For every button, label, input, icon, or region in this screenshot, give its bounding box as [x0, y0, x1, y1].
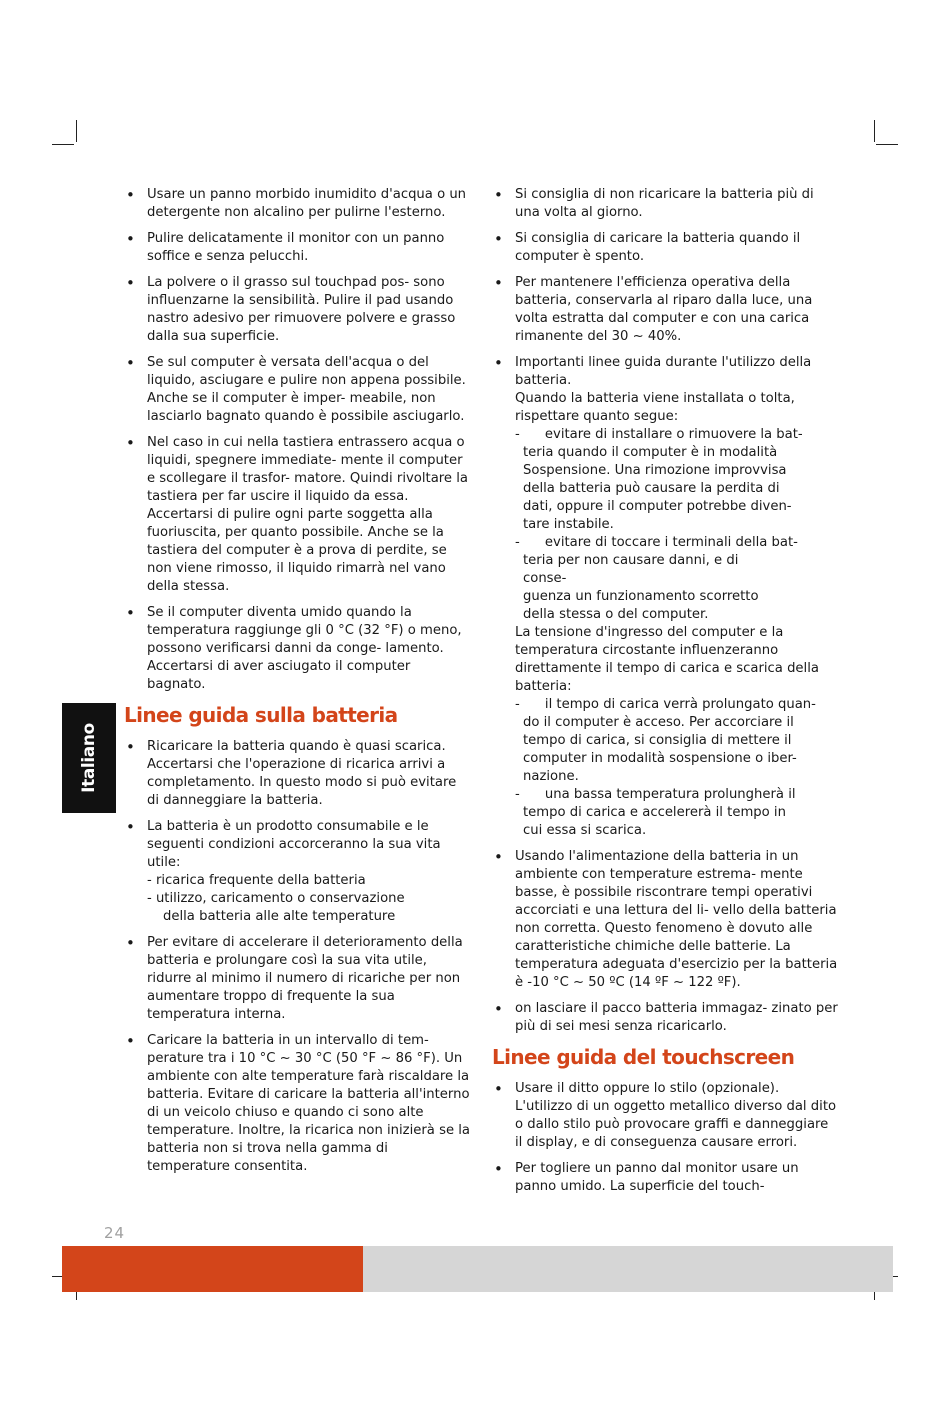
left-column — [126, 186, 470, 1184]
crop-mark — [874, 120, 875, 142]
list-item-text: Se sul computer è versata dell'acqua o del liquido, asciugare e pulire non appena possibile. Anche se il computer è imper- meabile, non lasciarlo bagnato quando è possibile asciugarlo. — [147, 355, 466, 424]
sub-item: conse- — [523, 571, 567, 586]
list-item-text: Usare il ditto oppure lo stilo (opzionale). L'utilizzo di un oggetto metallico diverso dal dito o dallo stilo può provocare graffi e danneggiare il display, e di conseguenza causare errori. — [515, 1081, 837, 1150]
list-item-text: Si consiglia di non ricaricare la batteria più di una volta al giorno. — [515, 187, 814, 220]
list-item — [126, 604, 470, 694]
footer-grey-bar — [363, 1246, 893, 1292]
sub-item: teria per non causare danni, e di — [523, 553, 739, 568]
sub-item: teria quando il computer è in modalità — [523, 445, 778, 460]
crop-mark — [52, 144, 74, 145]
care-list — [126, 186, 470, 694]
list-item — [494, 1000, 838, 1036]
list-item-text: Usando l'alimentazione della batteria in un ambiente con temperature estrema- mente basse, è possibile riscontrare tempi operativi accorciati e una lettura del li- vello della batteria non corretta. Questo fenomeno è dovuto alle caratteristiche chimiche delle batterie. La temperatura adeguata d'esercizio per la batteria è -10 °C ~ 50 ºC (14 ºF ~ 122 ºF). — [515, 849, 838, 990]
list-item — [126, 434, 470, 596]
crop-mark — [876, 144, 898, 145]
list-item — [494, 1080, 838, 1152]
footer-accent-bar — [62, 1246, 363, 1292]
sub-item: nazione. — [523, 769, 579, 784]
sub-item: Sospensione. Una rimozione improvvisa — [523, 463, 787, 478]
list-item — [126, 230, 470, 266]
list-item-text: Caricare la batteria in un intervallo di tem- perature tra i 10 °C ~ 30 °C (50 °F ~ 86 °F). Un ambiente con alte temperature farà riscaldare la batteria. Evitare di caricare la batteria all'interno di un veicolo chiuso e quando ci sono alte temperature. Inoltre, la ricarica non inizierà se la batteria non si trova nella gamma di temperature consentita. — [147, 1033, 470, 1174]
battery-list-continued — [494, 186, 838, 1036]
crop-mark — [76, 120, 77, 142]
list-item — [494, 1160, 838, 1196]
list-item — [494, 230, 838, 266]
sub-item: della stessa o del computer. — [523, 607, 709, 622]
list-item-text: Pulire delicatamente il monitor con un panno soffice e senza pelucchi. — [147, 231, 445, 264]
list-item — [126, 354, 470, 426]
sub-item: tempo di carica, si consiglia di mettere il — [523, 733, 792, 748]
page-number: 24 — [104, 1224, 126, 1242]
sub-item: dati, oppure il computer potrebbe diven- — [523, 499, 792, 514]
sub-item: - il tempo di carica verrà prolungato quan- — [515, 697, 816, 712]
list-item-text: Per togliere un panno dal monitor usare un panno umido. La superficie del touch- — [515, 1161, 799, 1194]
list-item-text: on lasciare il pacco batteria immagaz- zinato per più di sei mesi senza ricaricarlo. — [515, 1001, 838, 1034]
list-item-text: La tensione d'ingresso del computer e la temperatura circostante influenzeranno direttamente il tempo di carica e scarica della batteria: — [515, 625, 819, 694]
language-tab — [62, 703, 116, 813]
list-item-text: La batteria è un prodotto consumabile e le seguenti condizioni accorceranno la sua vita utile: — [147, 819, 441, 870]
list-item — [126, 186, 470, 222]
touchscreen-heading: Linee guida del touchscreen — [492, 1045, 795, 1069]
list-item-text: Si consiglia di caricare la batteria quando il computer è spento. — [515, 231, 801, 264]
list-item — [126, 818, 470, 926]
list-item-text: Per mantenere l'efficienza operativa della batteria, conservarla al riparo dalla luce, una volta estratta dal computer e con una carica rimanente del 30 ~ 40%. — [515, 275, 813, 344]
list-item — [126, 274, 470, 346]
sub-item: tempo di carica e accelererà il tempo in — [523, 805, 786, 820]
list-item — [494, 186, 838, 222]
touchscreen-list — [494, 1080, 838, 1196]
list-item — [494, 274, 838, 346]
sub-item: - utilizzo, caricamento o conservazione — [147, 891, 405, 906]
sub-item: - evitare di toccare i terminali della bat- — [515, 535, 798, 550]
list-item-text: La polvere o il grasso sul touchpad pos- sono influenzarne la sensibilità. Pulire il pad usando nastro adesivo per rimuovere polvere e grasso dalla sua superficie. — [147, 275, 456, 344]
sub-item: tare instabile. — [523, 517, 614, 532]
list-item — [126, 934, 470, 1024]
sub-item: della batteria alle alte temperature — [163, 909, 396, 924]
list-item — [126, 738, 470, 810]
sub-item: guenza un funzionamento scorretto — [523, 589, 759, 604]
list-item — [494, 354, 838, 840]
list-item — [494, 848, 838, 992]
list-item-text: • Importanti linee guida durante l'utilizzo della batteria. — [515, 355, 812, 388]
sub-item: do il computer è acceso. Per accorciare il — [523, 715, 794, 730]
sub-item: - ricarica frequente della batteria — [147, 873, 366, 888]
sub-item: della batteria può causare la perdita di — [523, 481, 780, 496]
list-item-text: Se il computer diventa umido quando la temperatura raggiunge gli 0 °C (32 °F) o meno, possono verificarsi danni da conge- lamento. Accertarsi di aver asciugato il computer bagnato. — [147, 605, 462, 692]
right-column — [494, 186, 838, 1204]
list-item-text: Nel caso in cui nella tastiera entrassero acqua o liquidi, spegnere immediate- mente il computer e scollegare il trasfor- matore. Quindi rivoltare la tastiera per far uscire il liquido da essa. Accertarsi di pulire ogni parte soggetta alla fuoriuscita, per quanto possibile. Anche se la tastiera del computer è a prova di perdite, se non viene rimosso, il liquido rimarrà nel vano della stessa. — [147, 435, 468, 594]
list-item — [126, 1032, 470, 1176]
list-item-text: Per evitare di accelerare il deterioramento della batteria e prolungare così la sua vita utile, ridurre al minimo il numero di ricariche per non aumentare troppo di frequente la sua temperatura interna. — [147, 935, 463, 1022]
sub-item: cui essa si scarica. — [523, 823, 647, 838]
sub-item: computer in modalità sospensione o iber- — [523, 751, 797, 766]
battery-list — [126, 738, 470, 1176]
list-item-text: Ricaricare la batteria quando è quasi scarica. Accertarsi che l'operazione di ricarica arrivi a completamento. In questo modo si può evitare di danneggiare la batteria. — [147, 739, 457, 808]
list-item-text: Usare un panno morbido inumidito d'acqua o un detergente non alcalino per pulirne l'esterno. — [147, 187, 467, 220]
battery-heading: Linee guida sulla batteria — [124, 703, 398, 727]
language-tab-label: Italiano — [79, 723, 99, 793]
sub-item: - evitare di installare o rimuovere la bat- — [515, 427, 803, 442]
list-item-text: Quando la batteria viene installata o tolta, rispettare quanto segue: — [515, 391, 795, 424]
sub-item: - una bassa temperatura prolungherà il — [515, 787, 796, 802]
